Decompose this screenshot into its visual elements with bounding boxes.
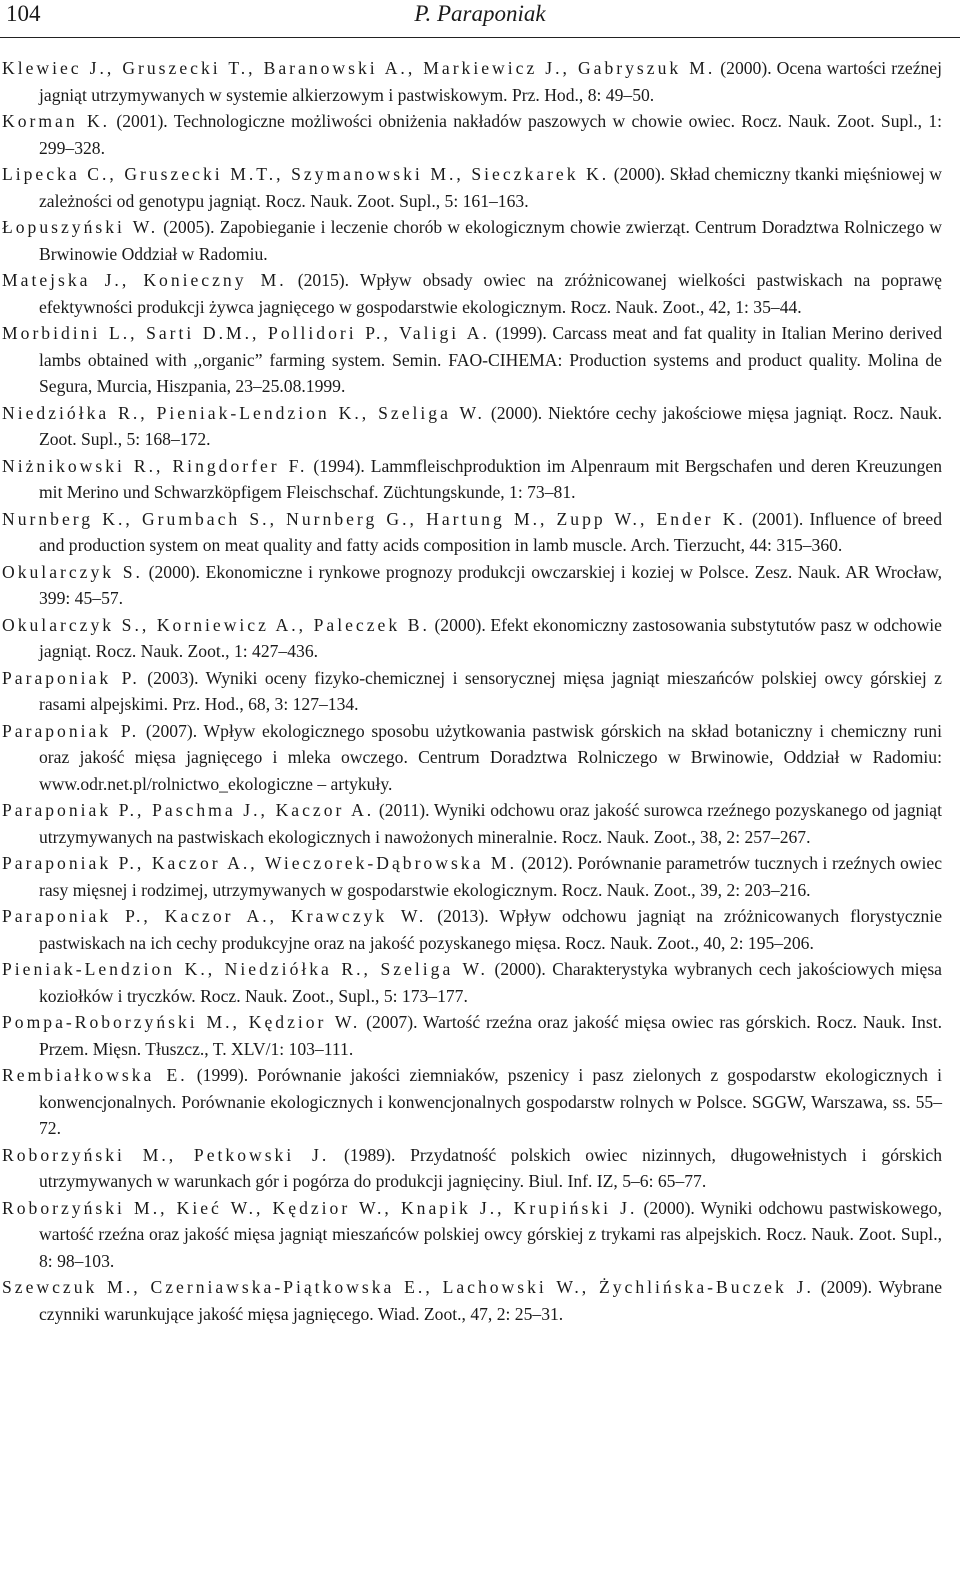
reference-entry [0,559,960,612]
reference-authors: Roborzyński M., Kieć W., Kędzior W., Knapik J., Krupiński J. [2,1197,638,1218]
reference-entry [0,850,960,903]
reference-details: (2000). Ekonomiczne i rynkowe prognozy produkcji owczarskiej i koziej w Polsce. Zesz. Nauk. AR Wrocław, 399: 45–57. [39,561,942,608]
reference-entry [0,55,960,108]
reference-authors: Matejska J., Konieczny M. [2,270,287,290]
reference-details: (2015). Wpływ obsady owiec na zróżnicowanej wielkości pastwiskach na poprawę efektywności produkcji żywca jagnięcego w gospodarstwie ekologicznym. Rocz. Nauk. Zoot., 42, 1: 35–44. [39,270,942,317]
reference-entry [0,903,960,956]
reference-details: (2000). Wyniki odchowu pastwiskowego, wartość rzeźna oraz jakość mięsa jagniąt mieszańców polskiej owcy górskiej z trykami ras alpejskich. Rocz. Nauk. Zoot. Supl., 8: 98–103. [39,1197,942,1271]
reference-authors: Paraponiak P., Kaczor A., Krawczyk W. [2,906,427,926]
reference-details: (1989). Przydatność polskich owiec nizinnych, długowełnistych i górskich utrzymywanych w warunkach gór i pogórza do produkcji jagnięciny. Biul. Inf. IZ, 5–6: 65–77. [39,1144,942,1191]
reference-list [0,55,960,1327]
reference-details: (1999). Carcass meat and fat quality in Italian Merino derived lambs obtained with ,,organic” farming system. Semin. FAO-CIHEMA: Production systems and product quality. Molina de Segura, Murcia, Hiszpania, 23–25.08.1999. [39,323,942,396]
reference-authors: Rembiałkowska E. [2,1065,188,1085]
reference-details: (2011). Wyniki odchowu oraz jakość surowca rzeźnego pozyskanego od jagniąt utrzymywanych na pastwiskach ekologicznych i nawożonych mineralnie. Rocz. Nauk. Zoot., 38, 2: 257–267. [39,800,942,847]
reference-details: (2005). Zapobieganie i leczenie chorób w ekologicznym chowie zwierząt. Centrum Doradztwa Rolniczego w Brwinowie Oddział w Radomiu. [39,217,942,264]
reference-entry [0,1195,960,1275]
reference-authors: Paraponiak P. [2,667,140,688]
reference-entry [0,161,960,214]
reference-details: (2000). Efekt ekonomiczny zastosowania substytutów pasz w odchowie jagniąt. Rocz. Nauk. Zoot., 1: 427–436. [39,614,942,661]
reference-details: (2001). Influence of breed and production system on meat quality and fatty acids composition in lamb muscle. Arch. Tierzucht, 44: 315–360. [39,508,942,555]
reference-details: (2000). Niektóre cechy jakościowe mięsa jagniąt. Rocz. Nauk. Zoot. Supl., 5: 168–172. [39,402,942,449]
reference-entry [0,797,960,850]
reference-entry [0,400,960,453]
reference-authors: Morbidini L., Sarti D.M., Pollidori P., Valigi A. [2,323,490,343]
reference-details: (2000). Ocena wartości rzeźnej jagniąt utrzymywanych w systemie alkierzowym i pastwiskowym. Prz. Hod., 8: 49–50. [39,58,942,105]
reference-authors: Paraponiak P. [2,720,140,741]
reference-authors: Roborzyński M., Petkowski J. [2,1144,330,1165]
reference-authors: Pompa-Roborzyński M., Kędzior W. [2,1012,361,1032]
reference-authors: Klewiec J., Gruszecki T., Baranowski A., Markiewicz J., Gabryszuk M. [2,58,716,78]
reference-details: (1994). Lammfleischproduktion im Alpenraum mit Bergschafen und deren Kreuzungen mit Merino und Schwarzköpfigem Fleischschaf. Züchtungskunde, 1: 73–81. [39,455,942,502]
reference-authors: Korman K. [2,111,111,131]
reference-details: (2013). Wpływ odchowu jagniąt na zróżnicowanych florystycznie pastwiskach na ich cechy produkcyjne oraz na jakość pozyskanego mięsa. Rocz. Nauk. Zoot., 40, 2: 195–206. [39,906,943,953]
reference-entry [0,1142,960,1195]
reference-entry [0,320,960,400]
reference-entry [0,665,960,718]
reference-authors: Szewczuk M., Czerniawska-Piątkowska E., Lachowski W., Żychlińska-Buczek J. [2,1277,814,1297]
reference-authors: Niedziółka R., Pieniak-Lendzion K., Szeliga W. [2,402,485,423]
page-header [0,0,960,43]
reference-details: (2000). Charakterystyka wybranych cech jakościowych mięsa koziołków i tryczków. Rocz. Nauk. Zoot., Supl., 5: 173–177. [39,959,942,1006]
reference-entry [0,267,960,320]
reference-authors: Okularczyk S. [2,561,143,582]
reference-authors: Niżnikowski R., Ringdorfer F. [2,455,308,476]
reference-details: (2001). Technologiczne możliwości obniżenia nakładów paszowych w chowie owiec. Rocz. Nauk. Zoot. Supl., 1: 299–328. [39,111,942,158]
reference-entry [0,1009,960,1062]
running-title: P. Paraponiak [414,1,546,26]
reference-entry [0,108,960,161]
reference-entry [0,956,960,1009]
reference-details: (1999). Porównanie jakości ziemniaków, pszenicy i pasz zielonych z gospodarstw ekologicznych i konwencjonalnych. Porównanie ekologicznych i konwencjonalnych gospodarstw rolnych w Polsce. SGGW, Warszawa, ss. 55–72. [39,1065,942,1138]
reference-authors: Pieniak-Lendzion K., Niedziółka R., Szeliga W. [2,959,488,979]
reference-authors: Paraponiak P., Kaczor A., Wieczorek-Dąbrowska M. [2,853,517,873]
reference-details: (2012). Porównanie parametrów tucznych i rzeźnych owiec rasy mięsnej i rodzimej, utrzymywanych w gospodarstwie ekologicznym. Rocz. Nauk. Zoot., 39, 2: 203–216. [39,853,942,900]
reference-entry [0,718,960,798]
reference-authors: Nurnberg K., Grumbach S., Nurnberg G., Hartung M., Zupp W., Ender K. [2,508,746,529]
reference-entry [0,1062,960,1142]
reference-entry [0,214,960,267]
reference-authors: Okularczyk S., Korniewicz A., Paleczek B. [2,614,430,635]
reference-authors: Paraponiak P., Paschma J., Kaczor A. [2,800,375,820]
reference-details: (2003). Wyniki oceny fizyko-chemicznej i sensorycznej mięsa jagniąt mieszańców polskiej owcy górskiej z rasami alpejskimi. Prz. Hod., 68, 3: 127–134. [39,667,942,714]
reference-entry [0,1274,960,1327]
reference-details: (2009). Wybrane czynniki warunkujące jakość mięsa jagnięcego. Wiad. Zoot., 47, 2: 25–31. [39,1277,942,1324]
reference-entry [0,612,960,665]
page-number: 104 [6,1,41,26]
reference-entry [0,453,960,506]
header-rule [0,37,960,38]
reference-details: (2007). Wartość rzeźna oraz jakość mięsa owiec ras górskich. Rocz. Nauk. Inst. Przem. Mięsn. Tłuszcz., T. XLV/1: 103–111. [39,1012,942,1059]
reference-details: (2007). Wpływ ekologicznego sposobu użytkowania pastwisk górskich na skład botaniczny i chemiczny runi oraz jakość mięsa jagnięcego i mleka owczego. Centrum Doradztwa Rolniczego w Brwinowie, Oddział w Radomiu: www.odr.net.pl/rolnictwo_ekologiczne – artykuły. [39,720,942,794]
reference-authors: Lipecka C., Gruszecki M.T., Szymanowski M., Sieczkarek K. [2,164,610,184]
reference-authors: Łopuszyński W. [2,217,159,237]
reference-details: (2000). Skład chemiczny tkanki mięśniowej w zależności od genotypu jagniąt. Rocz. Nauk. Zoot. Supl., 5: 161–163. [39,164,942,211]
reference-entry [0,506,960,559]
